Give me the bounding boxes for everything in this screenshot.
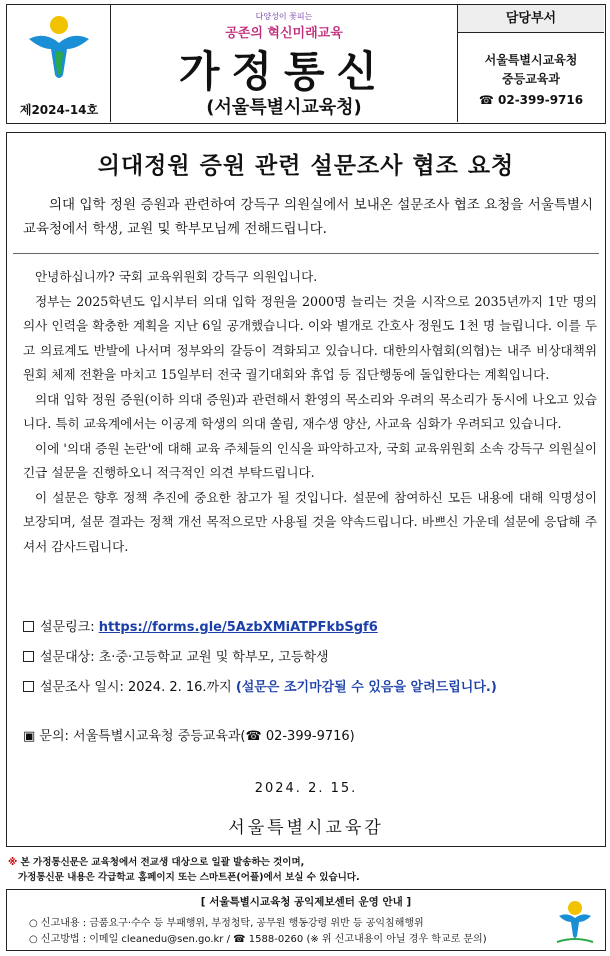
letter-header	[6, 4, 606, 124]
page-subtitle: (서울특별시교육청)	[206, 97, 362, 118]
survey-link-label: 설문링크:	[40, 620, 99, 635]
survey-details	[23, 613, 597, 703]
department-cell	[458, 5, 604, 122]
note-line-1: 본 가정통신문은 교육청에서 전교생 대상으로 일괄 발송하는 것이며,	[17, 857, 305, 868]
paragraph: 정부는 2025학년도 입시부터 의대 입학 정원을 2000명 늘리는 것을 시작으로 2035년까지 1만 명의 의사 인력을 확충한 계획을 지난 6일 공개했습니다. 이와 별개로 간호사 정원도 1천 명 늘립니다. 이를 두고 의료계도 반발에 나서며 정부와의 갈등이 격화되고 있습니다. 대한의사협회(의협)는 내주 비상대책위원회 체제 전환을 마치고 15일부터 전국 궐기대회와 휴업 등 집단행동에 돌입한다는 계획입니다.	[23, 293, 597, 382]
whistleblower-center-box	[6, 889, 606, 951]
checkbox-bullet-icon	[23, 651, 34, 662]
signer: 서울특별시교육감	[228, 818, 384, 838]
divider	[13, 253, 599, 254]
page-title: 가정통신	[178, 47, 390, 96]
survey-deadline-item	[23, 673, 597, 703]
logo-cell	[7, 5, 111, 122]
paragraph: 이 설문은 향후 정책 추진에 중요한 참고가 될 것입니다. 설문에 참여하신 모든 내용에 대해 익명성이 보장되며, 설문 결과는 정책 개선 목적으로만 사용될 것을 약속드립니다. 바쁘신 가운데 설문에 응답해 주셔서 감사드립니다.	[23, 489, 597, 554]
slogan: 공존의 혁신미래교육	[225, 26, 343, 41]
footer-title: [ 서울특별시교육청 공익제보센터 운영 안내 ]	[200, 896, 412, 908]
issue-date: 2024. 2. 15.	[254, 781, 358, 796]
issue-number: 제2024-14호	[19, 103, 99, 117]
intro-paragraph: 의대 입학 정원 증원과 관련하여 강득구 의원실에서 보내온 설문조사 협조 요청을 서울특별시교육청에서 학생, 교원 및 학부모님께 전해드립니다.	[23, 197, 593, 237]
department-office: 서울특별시교육청	[484, 53, 578, 67]
survey-deadline: 설문조사 일시: 2024. 2. 16.까지	[40, 680, 236, 695]
footer-report-content: ○ 신고내용 : 금품요구·수수 등 부패행위, 부정청탁, 공무원 행동강령 위반 등 공익침해행위	[29, 918, 424, 929]
department-phone: ☎ 02-399-9716	[478, 93, 584, 107]
checkbox-bullet-icon	[23, 621, 34, 632]
seoul-education-logo-icon	[25, 13, 93, 83]
department-label: 담당부서	[458, 5, 604, 33]
clean-education-mascot-icon	[553, 896, 597, 946]
slogan-small: 다양성이 꽃피는	[255, 12, 313, 21]
checkbox-bullet-icon	[23, 681, 34, 692]
paragraph: 의대 입학 정원 증원(이하 의대 증원)과 관련해서 환영의 목소리와 우려의 목소리가 동시에 나오고 있습니다. 특히 교육계에서는 이공계 학생의 의대 쏠림, 재수생 양산, 사교육 심화가 우려되고 있습니다.	[23, 391, 597, 431]
deadline-note: (설문은 조기마감될 수 있음을 알려드립니다.)	[235, 680, 497, 695]
department-info	[458, 51, 604, 89]
distribution-note	[8, 855, 360, 885]
survey-link[interactable]: https://forms.gle/5AzbXMiATPFkbSgf6	[98, 620, 378, 635]
footer-report-method: ○ 신고방법 : 이메일 cleanedu@sen.go.kr / ☎ 1588-0260 (※ 위 신고내용이 아닐 경우 학교로 문의)	[29, 934, 487, 945]
paragraph: 안녕하십니까? 국회 교육위원회 강득구 의원입니다.	[35, 269, 318, 284]
title-cell	[111, 5, 458, 122]
notice-title: 의대정원 증원 관련 설문조사 협조 요청	[97, 153, 515, 179]
note-mark: ※	[8, 857, 18, 868]
letter-body	[6, 132, 606, 847]
survey-target: 설문대상: 초·중·고등학교 교원 및 학부모, 고등학생	[40, 650, 329, 665]
note-line-2: 가정통신문 내용은 각급학교 홈페이지 또는 스마트폰(어플)에서 보실 수 있습니다.	[18, 872, 360, 883]
contact-info: ▣ 문의: 서울특별시교육청 중등교육과(☎ 02-399-9716)	[23, 729, 355, 744]
department-division: 중등교육과	[502, 72, 560, 86]
letter-text	[23, 265, 597, 559]
survey-target-item	[23, 643, 597, 673]
survey-link-item	[23, 613, 597, 643]
paragraph: 이에 '의대 증원 논란'에 대해 교육 주체들의 인식을 파악하고자, 국회 교육위원회 소속 강득구 의원실이 긴급 설문을 진행하오니 적극적인 의견 부탁드립니다.	[23, 440, 597, 480]
